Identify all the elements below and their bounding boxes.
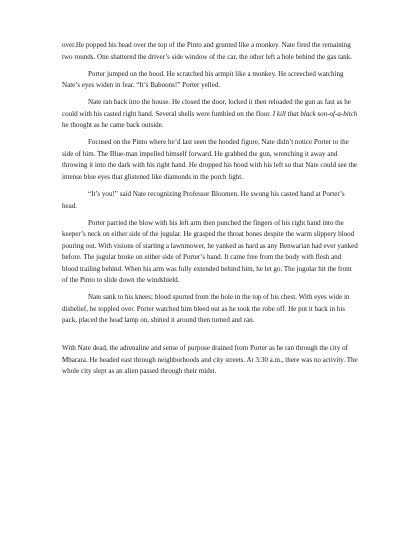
- paragraph-3-text-after: he thought as he came back outside.: [62, 121, 164, 130]
- paragraph-4: Focused on the Pinto where he’d last seen the hooded figure, Nate didn’t notice Porter to the side of him. The Blue-man impelled himself forward. He grabbed the gun, wrenching it away and throwing it into the dark with his right hand. He dropped his hood with his left so that Nate could see the intense blue eyes that glistened like diamonds in the porch light.: [62, 138, 358, 181]
- paragraph-5: “It’s you!” said Nate recognizing Professor Bloomen. He swung his casted hand at Porter’s head.: [62, 190, 345, 210]
- paragraph-6: Porter parried the blow with his left arm then punched the fingers of his right hand into the keeper’s neck on either side of the jugular. He grasped the throat bones despite the warm slippery blood pouring out. With visions of starting a lawnmower, he yanked as hard as any Benwarian had ever yanked before. The jugular broke on either side of Porter’s hand. It came free from the body with flesh and blood trailing behind. When his arm was fully extended behind him, he let go. The jugular hit the front of the Pinto to slide down the windshield.: [62, 218, 358, 285]
- paragraph-2: Porter jumped on the hood. He scratched his armpit like a monkey. He screeched watching Nate’s eyes widen in fear. “It’s Baboons!” Porter yelled.: [62, 69, 344, 90]
- document-page: [62, 40, 358, 378]
- paragraph-3-italic-thought: I kill that black son-of-a-bitch: [272, 109, 358, 118]
- paragraph-3-text-before: Nate ran back into the house. He closed the door, locked it then reloaded the gun as fast as he could with his casted right hand. Several shells were fumbled on the floor.: [62, 98, 351, 118]
- paragraph-7: Nate sank to his knees; blood spurted from the hole in the top of his chest. With eyes wide in disbelief, he toppled over. Porter watched him bleed out as he took the robe off. He put it back in his pack, placed the head lamp on, shined it around then turned and ran.: [62, 293, 350, 325]
- paragraph-8: With Nate dead, the adrenaline and sense of purpose drained from Porter as he ran through the city of Mbarara. He headed east through neighborhoods and city streets. At 3:30 a.m., there was no activity. The whole city slept as an alien passed through their midst.: [62, 344, 358, 376]
- paragraph-1: over.He popped his head over the top of the Pinto and grunted like a monkey. Nate fired the remaining two rounds. One shattered the driver’s side window of the car, the other left a hole behind the gas tank.: [62, 41, 352, 61]
- paragraph-3: [62, 97, 358, 132]
